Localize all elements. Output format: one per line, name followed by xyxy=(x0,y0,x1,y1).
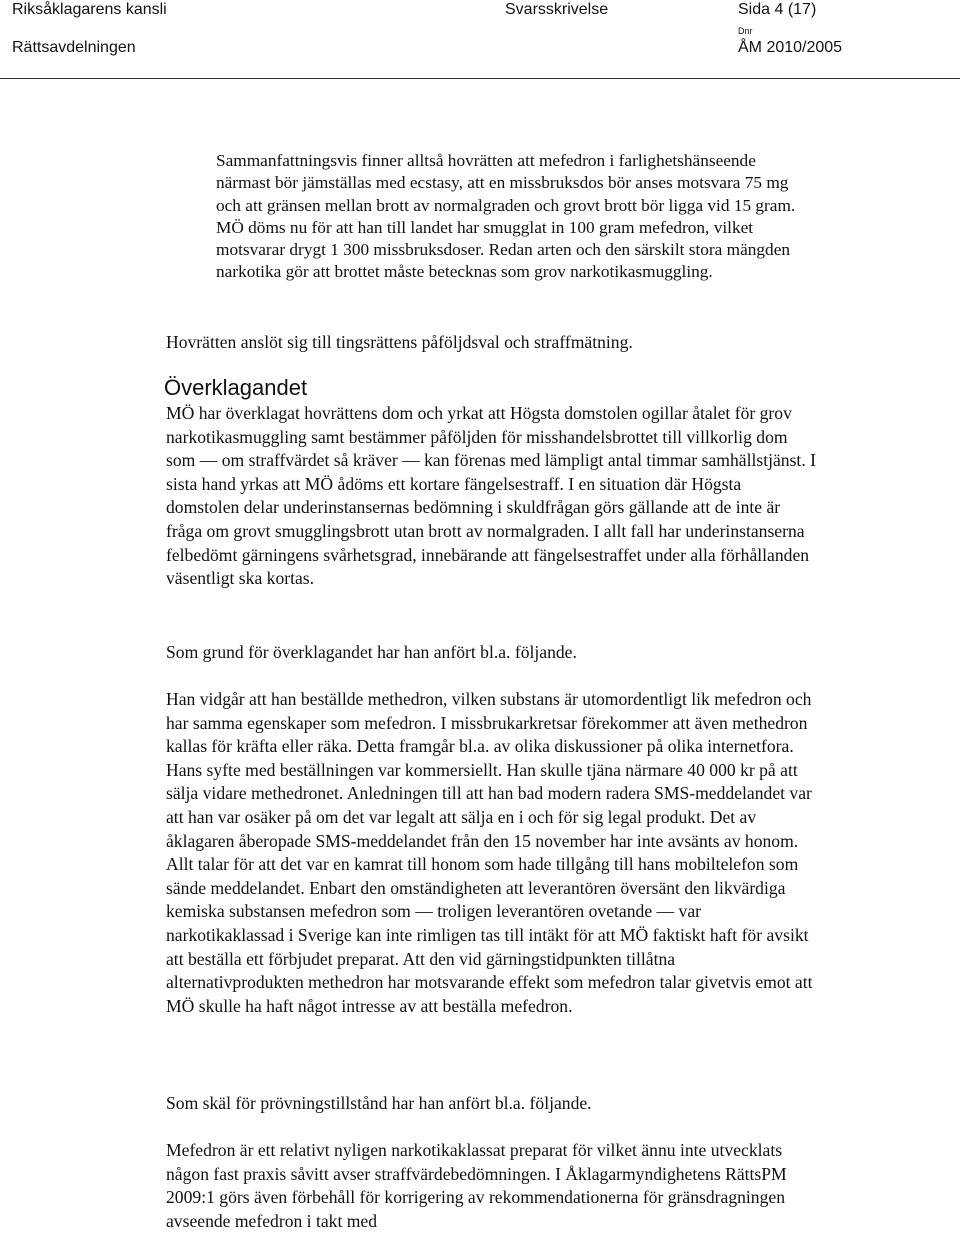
heading-overklagandet: Överklagandet xyxy=(164,375,308,400)
quoted-excerpt xyxy=(216,150,806,284)
paragraph-overklagandet: MÖ har överklagat hovrättens dom och yrkat att Högsta domstolen ogillar åtalet för grov narkotikasmuggling samt bestämmer påföljden för misshandelsbrottet till villkorlig dom som — om straffvärdet så kräver — kan förenas med lämpligt antal timmar samhällstjänst. I sista hand yrkas att MÖ ådöms ett kortare fängelsestraff. I en situation där Högsta domstolen delar underinstansernas bedömning i skuldfrågan görs gällande att de inte är fråga om grovt smugglingsbrott utan brott av normalgraden. I allt fall har underinstanserna felbedömt gärningens svårhetsgrad, innebärande att fängelsestraffet under alla förhållanden väsentligt ska kortas. xyxy=(166,403,816,589)
header-divider xyxy=(0,78,960,79)
header-dnr-value: ÅM 2010/2005 xyxy=(738,39,843,56)
page-header xyxy=(0,0,960,82)
header-doc-type: Svarsskrivelse xyxy=(505,1,609,18)
paragraph-provning: Som skäl för prövningstillstånd har han anfört bl.a. följande. xyxy=(166,1093,592,1113)
paragraph-grund: Som grund för överklagandet har han anfört bl.a. följande. xyxy=(166,642,577,662)
header-page-number: Sida 4 (17) xyxy=(738,1,817,18)
quote-paragraph: Sammanfattningsvis finner alltså hovrätten att mefedron i farlighetshänseende närmast bör jämställas med ecstasy, att en missbruksdos bör anses motsvara 75 mg och att gränsen mellan brott av normalgraden och grovt brott bör ligga vid 15 gram. MÖ döms nu för att han till landet har smugglat in 100 gram mefedron, vilket motsvarar drygt 1 300 missbruksdoser. Redan arten och den särskilt stora mängden narkotika gör att brottet måste betecknas som grov narkotikasmuggling. xyxy=(216,151,796,282)
paragraph-methedron: Han vidgår att han beställde methedron, vilken substans är utomordentligt lik mefedron och har samma egenskaper som mefedron. I missbrukarkretsar förekommer att även methedron kallas för kräfta eller räka. Detta framgår bl.a. av olika diskussioner på olika internetfora. Hans syfte med beställningen var kommersiellt. Han skulle tjäna närmare 40 000 kr på att sälja vidare methedronet. Anledningen till att han bad modern radera SMS-meddelandet var att han var osäker på om det var legalt att sälja en i och för sig legal produkt. Det av åklagaren åberopade SMS-meddelandet från den 15 november har inte avsänts av honom. Allt talar för att det var en kamrat till honom som hade tillgång till hans mobiltelefon som sände meddelandet. Enbart den omständigheten att leverantören översänt den likvärdiga kemiska substansen mefedron som — troligen leverantören ovetande — var narkotikaklassad i Sverige kan inte rimligen tas till intäkt för att MÖ faktiskt haft för avsikt att beställa ett förbjudet preparat. Att den vid gärningstidpunkten tillåtna alternativprodukten methedron har motsvarande effekt som mefedron talar givetvis emot att MÖ skulle ha haft något intresse av att beställa mefedron. xyxy=(166,689,813,1016)
header-department: Rättsavdelningen xyxy=(12,39,136,56)
paragraph-hovratten: Hovrätten anslöt sig till tingsrättens påföljdsval och straffmätning. xyxy=(166,332,633,352)
header-org: Riksåklagarens kansli xyxy=(12,1,167,18)
header-dnr-label: Dnr xyxy=(738,26,753,36)
paragraph-mefedron: Mefedron är ett relativt nyligen narkotikaklassat preparat för vilket ännu inte utvecklats någon fast praxis såvitt avser straffvärdebedömningen. I Åklagarmyndighetens RättsPM 2009:1 görs även förbehåll för korrigering av rekommendationerna för gränsdragningen avseende mefedron i takt med xyxy=(166,1140,787,1231)
